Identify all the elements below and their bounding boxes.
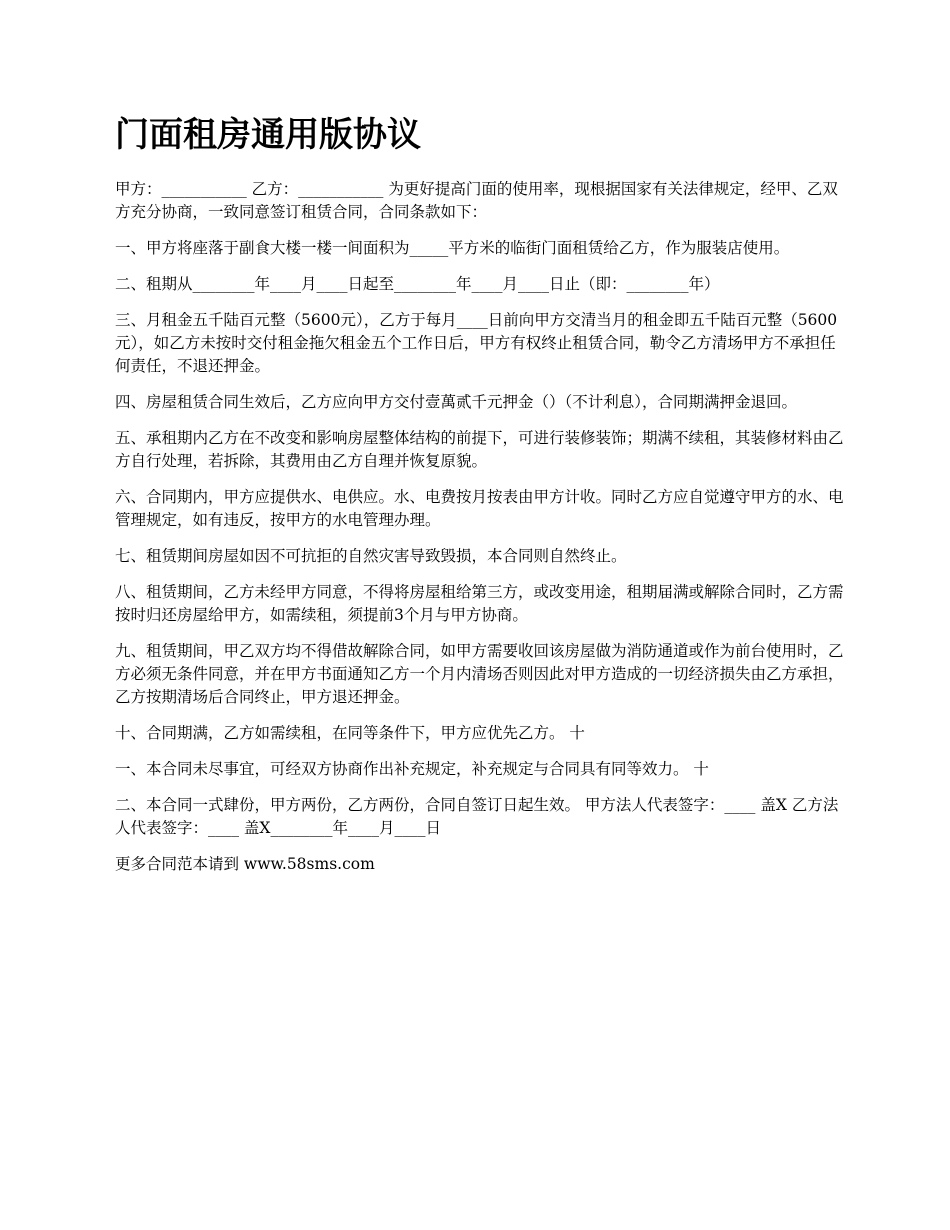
clause-8-paragraph: 八、租赁期间，乙方未经甲方同意，不得将房屋租给第三方，或改变用途，租期届满或解除合同时，乙方需按时归还房屋给甲方，如需续租，须提前3个月与甲方协商。 bbox=[115, 583, 844, 624]
document-title: 门面租房通用版协议 bbox=[115, 115, 421, 155]
clause-4-paragraph: 四、房屋租赁合同生效后，乙方应向甲方交付壹萬贰千元押金（）（不计利息），合同期满押金退回。 bbox=[115, 393, 798, 411]
clause-12-signature-paragraph: 二、本合同一式肆份，甲方两份，乙方两份，合同自签订日起生效。 甲方法人代表签字：____ 盖X 乙方法人代表签字：____ 盖X________年____月____日 bbox=[115, 796, 839, 837]
clause-9-paragraph: 九、租赁期间，甲乙双方均不得借故解除合同，如甲方需要收回该房屋做为消防通道或作为前台使用时，乙方必须无条件同意，并在甲方书面通知乙方一个月内清场否则因此对甲方造成的一切经济损失由乙方承担，乙方按期清场后合同终止，甲方退还押金。 bbox=[115, 642, 844, 706]
clause-1-paragraph: 一、甲方将座落于副食大楼一楼一间面积为_____平方米的临街门面租赁给乙方，作为服装店使用。 bbox=[115, 239, 790, 257]
footer-link-text: 更多合同范本请到 www.58sms.com bbox=[115, 855, 375, 873]
clause-2-paragraph: 二、租期从________年____月____日起至________年____月____日止（即：________年） bbox=[115, 275, 720, 293]
clause-6-paragraph: 六、合同期内，甲方应提供水、电供应。水、电费按月按表由甲方计收。同时乙方应自觉遵守甲方的水、电管理规定，如有违反，按甲方的水电管理办理。 bbox=[115, 488, 844, 529]
clause-7-paragraph: 七、租赁期间房屋如因不可抗拒的自然灾害导致毁损，本合同则自然终止。 bbox=[115, 547, 627, 565]
preamble-paragraph: 甲方：___________ 乙方：___________ 为更好提高门面的使用率，现根据国家有关法律规定，经甲、乙双方充分协商，一致同意签订租赁合同，合同条款如下： bbox=[115, 180, 838, 221]
clause-5-paragraph: 五、承租期内乙方在不改变和影响房屋整体结构的前提下，可进行装修装饰；期满不续租，其装修材料由乙方自行处理，若拆除，其费用由乙方自理并恢复原貌。 bbox=[115, 429, 844, 470]
clause-10-paragraph: 十、合同期满，乙方如需续租，在同等条件下，甲方应优先乙方。 十 bbox=[115, 724, 585, 742]
document-page bbox=[115, 110, 845, 876]
clause-11-paragraph: 一、本合同未尽事宜，可经双方协商作出补充规定，补充规定与合同具有同等效力。 十 bbox=[115, 760, 709, 778]
clause-3-paragraph: 三、月租金五千陆百元整（5600元），乙方于每月____日前向甲方交清当月的租金即五千陆百元整（5600元），如乙方未按时交付租金拖欠租金五个工作日后，甲方有权终止租赁合同，勒令乙方清场甲方不承担任何责任，不退还押金。 bbox=[115, 311, 838, 375]
